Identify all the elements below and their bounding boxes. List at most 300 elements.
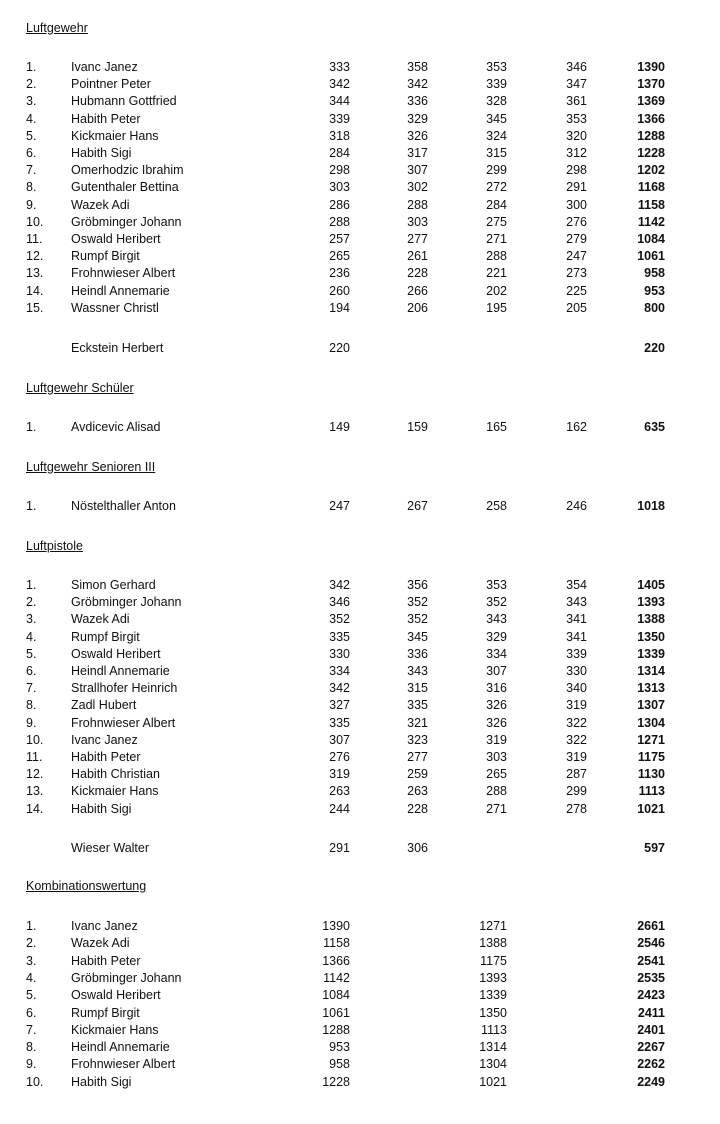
score-cell: 345	[407, 629, 428, 644]
score-cell: 315	[486, 146, 507, 160]
score-cell: 361	[566, 94, 587, 109]
score-cell: 341	[566, 629, 587, 644]
score-cell: 322	[566, 715, 587, 730]
score-cell: 352	[407, 595, 428, 610]
name-cell: Heindl Annemarie	[71, 283, 170, 298]
score-cell: 335	[407, 698, 428, 713]
rank-cell: 10.	[26, 1074, 44, 1089]
name-cell: Wazek Adi	[71, 612, 130, 627]
score-cell: 1388	[479, 936, 507, 951]
rank-cell: 3.	[26, 953, 37, 968]
rank-cell: 4.	[26, 629, 37, 644]
total-cell: 2267	[637, 1040, 665, 1055]
score-cell: 288	[407, 197, 428, 212]
rank-cell: 14.	[26, 801, 44, 816]
score-cell: 1339	[479, 988, 507, 1003]
name-cell: Heindl Annemarie	[71, 664, 170, 678]
rank-cell: 10.	[26, 732, 44, 747]
table-row	[0, 803, 720, 819]
name-cell: Habith Christian	[71, 767, 160, 782]
rank-cell: 7.	[26, 163, 37, 178]
score-cell: 326	[486, 698, 507, 713]
score-cell: 206	[407, 300, 428, 315]
rank-cell: 9.	[26, 197, 37, 212]
name-cell: Frohnwieser Albert	[71, 266, 176, 281]
table-row	[0, 267, 720, 283]
score-cell: 276	[566, 214, 587, 229]
total-cell: 1084	[637, 232, 665, 246]
total-cell: 1130	[637, 767, 665, 782]
score-cell: 244	[329, 801, 350, 816]
table-row	[0, 1041, 720, 1057]
score-cell: 339	[566, 646, 587, 661]
score-cell: 321	[407, 715, 428, 730]
score-cell: 260	[329, 283, 350, 298]
rank-cell: 3.	[26, 612, 37, 627]
score-cell: 291	[566, 180, 587, 195]
score-cell: 347	[566, 77, 587, 92]
score-cell: 279	[566, 232, 587, 246]
name-cell: Gröbminger Johann	[71, 214, 182, 229]
score-cell: 302	[407, 180, 428, 195]
name-cell: Habith Sigi	[71, 146, 132, 160]
score-cell: 334	[329, 664, 350, 678]
score-cell: 1175	[480, 953, 507, 968]
rank-cell: 9.	[26, 715, 37, 730]
rank-cell: 1.	[26, 499, 37, 513]
score-cell: 194	[329, 300, 350, 315]
section-title: Kombinationswertung	[26, 879, 147, 893]
table-row	[0, 1007, 720, 1023]
total-cell: 1288	[637, 128, 665, 143]
score-cell: 271	[486, 232, 507, 246]
total-cell: 2535	[637, 970, 665, 985]
table-row	[0, 95, 720, 111]
score-cell: 307	[407, 163, 428, 178]
score-cell: 342	[329, 578, 350, 592]
name-cell: Habith Peter	[71, 750, 141, 764]
total-cell: 597	[644, 841, 665, 855]
score-cell: 165	[486, 420, 507, 434]
score-cell: 261	[407, 249, 428, 264]
total-cell: 1175	[637, 750, 665, 764]
total-cell: 1304	[637, 715, 665, 730]
name-cell: Avdicevic Alisad	[71, 420, 161, 434]
total-cell: 958	[644, 266, 665, 281]
score-cell: 329	[486, 629, 507, 644]
score-cell: 336	[407, 646, 428, 661]
rank-cell: 13.	[26, 784, 44, 799]
table-row	[0, 233, 720, 249]
score-cell: 353	[566, 111, 587, 126]
score-cell: 205	[566, 300, 587, 315]
rank-cell: 6.	[26, 1005, 37, 1020]
rank-cell: 2.	[26, 936, 37, 951]
total-cell: 1061	[637, 249, 665, 264]
name-cell: Gröbminger Johann	[71, 970, 182, 985]
name-cell: Wazek Adi	[71, 936, 130, 951]
name-cell: Rumpf Birgit	[71, 249, 140, 264]
rank-cell: 7.	[26, 1022, 37, 1037]
score-cell: 265	[329, 249, 350, 264]
score-cell: 333	[329, 60, 350, 74]
rank-cell: 15.	[26, 300, 44, 315]
score-cell: 228	[407, 266, 428, 281]
score-cell: 326	[407, 128, 428, 143]
score-cell: 319	[329, 767, 350, 782]
table-row	[0, 61, 720, 77]
name-cell: Wieser Walter	[71, 841, 150, 855]
rank-cell: 6.	[26, 146, 37, 160]
table-row	[0, 613, 720, 629]
total-cell: 1021	[637, 801, 665, 816]
score-cell: 343	[407, 664, 428, 678]
table-row	[0, 181, 720, 197]
score-cell: 345	[486, 111, 507, 126]
rank-cell: 13.	[26, 266, 44, 281]
score-cell: 307	[329, 732, 350, 747]
name-cell: Habith Sigi	[71, 801, 132, 816]
name-cell: Frohnwieser Albert	[71, 715, 176, 730]
total-cell: 1350	[637, 629, 665, 644]
score-cell: 330	[329, 646, 350, 661]
score-cell: 330	[566, 664, 587, 678]
table-row	[0, 665, 720, 681]
score-cell: 303	[329, 180, 350, 195]
total-cell: 2546	[637, 936, 665, 951]
table-row	[0, 596, 720, 612]
total-cell: 1388	[637, 612, 665, 627]
name-cell: Oswald Heribert	[71, 646, 161, 661]
total-cell: 1307	[637, 698, 665, 713]
table-row	[0, 147, 720, 163]
score-cell: 316	[486, 681, 507, 696]
name-cell: Oswald Heribert	[71, 232, 161, 246]
table-row	[0, 631, 720, 647]
rank-cell: 5.	[26, 646, 37, 661]
table-row	[0, 250, 720, 266]
table-row	[0, 302, 720, 318]
score-cell: 356	[407, 578, 428, 592]
score-cell: 266	[407, 283, 428, 298]
score-cell: 346	[566, 60, 587, 74]
name-cell: Nöstelthaller Anton	[71, 499, 176, 513]
score-cell: 353	[486, 60, 507, 74]
score-cell: 1271	[479, 919, 507, 933]
score-cell: 327	[329, 698, 350, 713]
name-cell: Habith Peter	[71, 953, 141, 968]
score-cell: 263	[407, 784, 428, 799]
table-row	[0, 734, 720, 750]
score-cell: 149	[329, 420, 350, 434]
total-cell: 1313	[637, 681, 665, 696]
total-cell: 1142	[637, 214, 665, 229]
score-cell: 159	[407, 420, 428, 434]
rank-cell: 5.	[26, 128, 37, 143]
score-cell: 354	[566, 578, 587, 592]
total-cell: 2401	[637, 1022, 665, 1037]
rank-cell: 5.	[26, 988, 37, 1003]
table-row	[0, 1058, 720, 1074]
score-cell: 1350	[479, 1005, 507, 1020]
name-cell: Frohnwieser Albert	[71, 1057, 176, 1072]
score-cell: 1061	[322, 1005, 350, 1020]
score-cell: 322	[566, 732, 587, 747]
score-cell: 343	[486, 612, 507, 627]
table-row	[0, 285, 720, 301]
score-cell: 300	[566, 197, 587, 212]
score-cell: 288	[486, 784, 507, 799]
score-cell: 344	[329, 94, 350, 109]
score-cell: 286	[329, 197, 350, 212]
total-cell: 2661	[637, 919, 665, 933]
rank-cell: 2.	[26, 77, 37, 92]
score-cell: 324	[486, 128, 507, 143]
score-cell: 277	[407, 232, 428, 246]
score-cell: 259	[407, 767, 428, 782]
score-cell: 318	[329, 128, 350, 143]
rank-cell: 11.	[26, 750, 43, 764]
rank-cell: 11.	[26, 232, 43, 246]
section-title: Luftgewehr Schüler	[26, 381, 134, 395]
rank-cell: 9.	[26, 1057, 37, 1072]
total-cell: 800	[644, 300, 665, 315]
score-cell: 276	[329, 750, 350, 764]
score-cell: 247	[566, 249, 587, 264]
score-cell: 346	[329, 595, 350, 610]
score-cell: 336	[407, 94, 428, 109]
score-cell: 236	[329, 266, 350, 281]
score-cell: 162	[566, 420, 587, 434]
name-cell: Pointner Peter	[71, 77, 151, 92]
table-row	[0, 920, 720, 936]
table-row	[0, 1076, 720, 1092]
score-cell: 298	[329, 163, 350, 178]
total-cell: 953	[644, 283, 665, 298]
score-cell: 1314	[479, 1040, 507, 1055]
score-cell: 319	[566, 750, 587, 764]
score-cell: 299	[566, 784, 587, 799]
section-title: Luftgewehr Senioren III	[26, 460, 156, 474]
name-cell: Kickmaier Hans	[71, 784, 159, 799]
name-cell: Wassner Christl	[71, 300, 159, 315]
score-cell: 342	[329, 77, 350, 92]
score-cell: 352	[329, 612, 350, 627]
rank-cell: 7.	[26, 681, 37, 696]
name-cell: Simon Gerhard	[71, 578, 156, 592]
score-cell: 335	[329, 715, 350, 730]
rank-cell: 10.	[26, 214, 44, 229]
name-cell: Ivanc Janez	[71, 919, 138, 933]
table-row	[0, 751, 720, 767]
score-cell: 257	[329, 232, 350, 246]
total-cell: 1405	[637, 578, 665, 592]
table-row	[0, 989, 720, 1005]
table-row	[0, 164, 720, 180]
total-cell: 1339	[637, 646, 665, 661]
score-cell: 1366	[322, 953, 350, 968]
total-cell: 1390	[637, 60, 665, 74]
table-row	[0, 768, 720, 784]
table-row	[0, 216, 720, 232]
score-cell: 228	[407, 801, 428, 816]
score-cell: 220	[329, 341, 350, 355]
total-cell: 1393	[637, 595, 665, 610]
score-cell: 263	[329, 784, 350, 799]
name-cell: Ivanc Janez	[71, 60, 138, 74]
table-row	[0, 78, 720, 94]
table-row	[0, 937, 720, 953]
score-cell: 267	[407, 499, 428, 513]
table-row	[0, 579, 720, 595]
score-cell: 298	[566, 163, 587, 178]
total-cell: 2411	[637, 1005, 665, 1020]
score-cell: 1304	[479, 1057, 507, 1072]
name-cell: Strallhofer Heinrich	[71, 681, 178, 696]
score-cell: 1021	[479, 1074, 507, 1089]
score-cell: 320	[566, 128, 587, 143]
name-cell: Wazek Adi	[71, 197, 130, 212]
score-cell: 342	[407, 77, 428, 92]
table-row	[0, 699, 720, 715]
name-cell: Omerhodzic Ibrahim	[71, 163, 184, 178]
table-row	[0, 130, 720, 146]
score-cell: 342	[329, 681, 350, 696]
rank-cell: 14.	[26, 283, 44, 298]
score-cell: 340	[566, 681, 587, 696]
total-cell: 1271	[637, 732, 665, 747]
score-cell: 202	[486, 283, 507, 298]
score-cell: 958	[329, 1057, 350, 1072]
total-cell: 2262	[637, 1057, 665, 1072]
score-cell: 277	[407, 750, 428, 764]
score-cell: 334	[486, 646, 507, 661]
table-row	[0, 717, 720, 733]
rank-cell: 1.	[26, 60, 37, 74]
total-cell: 220	[644, 341, 665, 355]
score-cell: 1158	[323, 936, 350, 951]
total-cell: 1369	[637, 94, 665, 109]
score-cell: 317	[407, 146, 428, 160]
table-row	[0, 648, 720, 664]
score-cell: 319	[566, 698, 587, 713]
score-cell: 352	[407, 612, 428, 627]
name-cell: Gutenthaler Bettina	[71, 180, 179, 195]
score-cell: 246	[566, 499, 587, 513]
section-title: Luftpistole	[26, 539, 83, 553]
table-row	[0, 842, 720, 858]
name-cell: Habith Peter	[71, 111, 141, 126]
score-cell: 299	[486, 163, 507, 178]
name-cell: Oswald Heribert	[71, 988, 161, 1003]
score-cell: 273	[566, 266, 587, 281]
score-cell: 288	[329, 214, 350, 229]
table-row	[0, 785, 720, 801]
name-cell: Rumpf Birgit	[71, 629, 140, 644]
rank-cell: 8.	[26, 1040, 37, 1055]
name-cell: Kickmaier Hans	[71, 128, 159, 143]
total-cell: 635	[644, 420, 665, 434]
score-cell: 287	[566, 767, 587, 782]
score-cell: 339	[486, 77, 507, 92]
name-cell: Gröbminger Johann	[71, 595, 182, 610]
name-cell: Ivanc Janez	[71, 732, 138, 747]
table-row	[0, 682, 720, 698]
name-cell: Heindl Annemarie	[71, 1040, 170, 1055]
score-cell: 195	[486, 300, 507, 315]
score-cell: 265	[486, 767, 507, 782]
score-cell: 339	[329, 111, 350, 126]
score-cell: 258	[486, 499, 507, 513]
score-cell: 275	[486, 214, 507, 229]
section-title: Luftgewehr	[26, 21, 88, 35]
score-cell: 329	[407, 111, 428, 126]
table-row	[0, 972, 720, 988]
name-cell: Zadl Hubert	[71, 698, 137, 713]
name-cell: Kickmaier Hans	[71, 1022, 159, 1037]
table-row	[0, 955, 720, 971]
score-cell: 1393	[479, 970, 507, 985]
rank-cell: 1.	[26, 578, 37, 592]
total-cell: 1366	[637, 111, 665, 126]
score-cell: 272	[486, 180, 507, 195]
score-cell: 1084	[322, 988, 350, 1003]
score-cell: 303	[407, 214, 428, 229]
total-cell: 2541	[637, 953, 665, 968]
total-cell: 1202	[637, 163, 665, 178]
score-cell: 278	[566, 801, 587, 816]
rank-cell: 8.	[26, 180, 37, 195]
score-cell: 315	[407, 681, 428, 696]
total-cell: 2423	[637, 988, 665, 1003]
score-cell: 225	[566, 283, 587, 298]
rank-cell: 12.	[26, 767, 44, 782]
total-cell: 1370	[637, 77, 665, 92]
score-cell: 335	[329, 629, 350, 644]
score-cell: 284	[329, 146, 350, 160]
total-cell: 1018	[637, 499, 665, 513]
table-row	[0, 1024, 720, 1040]
score-cell: 953	[329, 1040, 350, 1055]
rank-cell: 8.	[26, 698, 37, 713]
score-cell: 247	[329, 499, 350, 513]
score-cell: 288	[486, 249, 507, 264]
score-cell: 1390	[322, 919, 350, 933]
rank-cell: 4.	[26, 111, 37, 126]
table-row	[0, 342, 720, 358]
name-cell: Eckstein Herbert	[71, 341, 164, 355]
score-cell: 323	[407, 732, 428, 747]
rank-cell: 1.	[26, 919, 37, 933]
score-cell: 221	[486, 266, 507, 281]
total-cell: 1168	[637, 180, 665, 195]
score-cell: 1142	[323, 970, 350, 985]
rank-cell: 1.	[26, 420, 37, 434]
rank-cell: 4.	[26, 970, 37, 985]
score-cell: 343	[566, 595, 587, 610]
name-cell: Habith Sigi	[71, 1074, 132, 1089]
score-cell: 353	[486, 578, 507, 592]
score-cell: 271	[486, 801, 507, 816]
table-row	[0, 113, 720, 129]
total-cell: 1228	[637, 146, 665, 160]
score-cell: 352	[486, 595, 507, 610]
score-cell: 291	[329, 841, 350, 855]
rank-cell: 12.	[26, 249, 44, 264]
name-cell: Rumpf Birgit	[71, 1005, 140, 1020]
score-cell: 328	[486, 94, 507, 109]
score-cell: 1288	[322, 1022, 350, 1037]
